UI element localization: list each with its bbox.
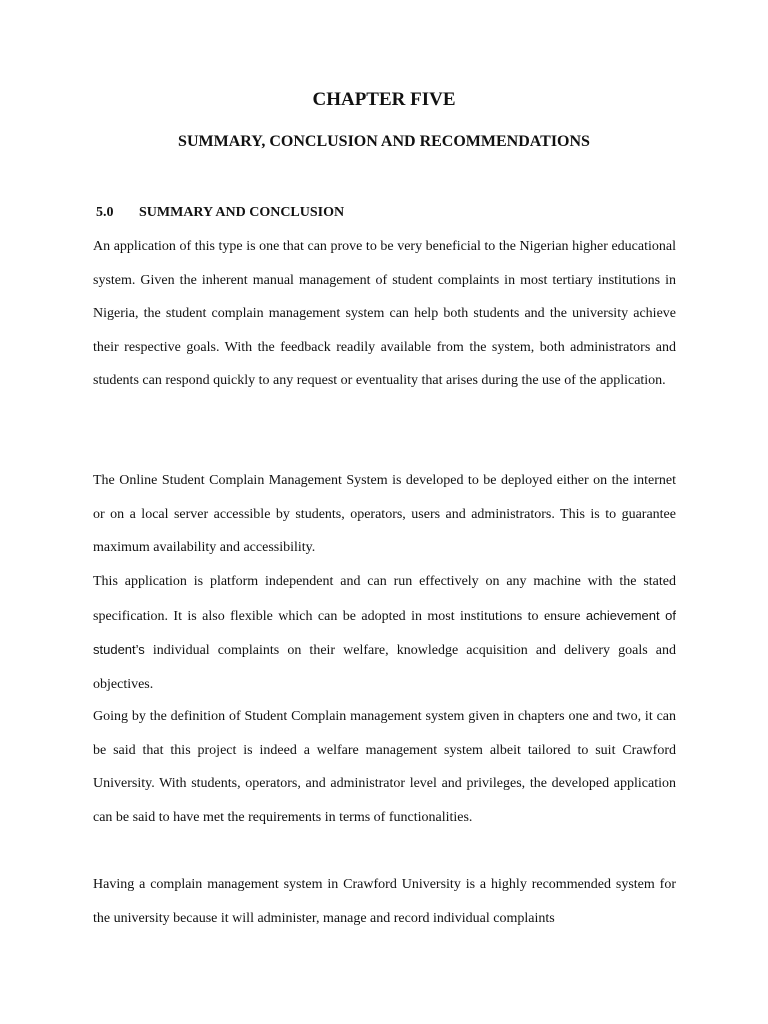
paragraph-3 — [93, 565, 676, 701]
section-title: SUMMARY AND CONCLUSION — [139, 205, 345, 220]
paragraph-3-start: This application is platform independent and can run effectively on any machine with the stated specification. It is also flexible which can be adopted in most institutions to ensure — [93, 574, 676, 624]
chapter-subtitle: SUMMARY, CONCLUSION AND RECOMMENDATIONS — [178, 133, 590, 150]
paragraph-2: The Online Student Complain Management System is developed to be deployed either on the internet or on a local server accessible by students, operators, users and administrators. This is to guarantee maximum availability and accessibility. — [93, 473, 676, 556]
chapter-title: CHAPTER FIVE — [312, 89, 456, 110]
paragraph-4: Going by the definition of Student Complain management system given in chapters one and two, it can be said that this project is indeed a welfare management system albeit tailored to suit Crawford University. With students, operators, and administrator level and privileges, the developed application can be said to have met the requirements in terms of functionalities. — [93, 709, 676, 825]
paragraph-3-sans-phrase: achievement of student’s — [93, 607, 676, 658]
paragraph-1: An application of this type is one that can prove to be very beneficial to the Nigerian higher educational system. Given the inherent manual management of student complaints in most tertiary institutions in Nigeria, the student complain management system can help both students and the university achieve their respective goals. With the feedback readily available from the system, both administrators and students can respond quickly to any request or eventuality that arises during the use of the application. — [93, 239, 676, 389]
paragraph-3-end: individual complaints on their welfare, knowledge acquisition and delivery goals and objectives. — [93, 643, 676, 692]
section-number: 5.0 — [96, 205, 114, 220]
paragraph-5: Having a complain management system in Crawford University is a highly recommended system for the university because it will administer, manage and record individual complaints — [93, 877, 676, 926]
section-heading — [96, 203, 344, 223]
